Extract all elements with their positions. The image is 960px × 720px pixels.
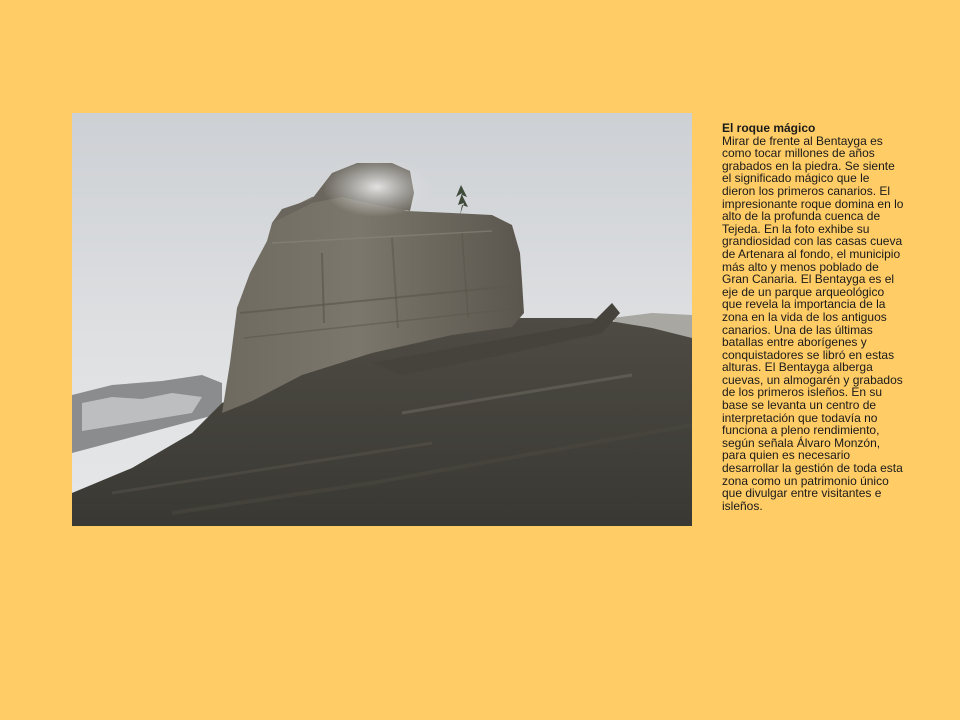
caption-body: Mirar de frente al Bentayga es como tocar millones de años grabados en la piedra. Se siente el significado mágico que le dieron los primeros canarios. El impresionante roque domina en lo alto de la profunda cuenca de Tejeda. En la foto exhibe su grandiosidad con las casas cueva de Artenara al fondo, el municipio más alto y menos poblado de Gran Canaria. El Bentayga es el eje de un parque arqueológico que revela la importancia de la zona en la vida de los antiguos canarios. Una de las últimas batallas entre aborígenes y conquistadores se libró en estas alturas. El Bentayga alberga cuevas, un almogarén y grabados de los primeros isleños. En su base se levanta un centro de interpretación que todavía no funciona a pleno rendimiento, según señala Álvaro Monzón, para quien es necesario desarrollar la gestión de toda esta zona como un patrimonio único que divulgar entre visitantes e isleños.	[722, 133, 904, 513]
caption-text-block	[722, 122, 904, 512]
caption-title: El roque mágico	[722, 121, 816, 135]
photo-graphic	[72, 113, 692, 526]
roque-bentayga-photo	[72, 113, 692, 526]
